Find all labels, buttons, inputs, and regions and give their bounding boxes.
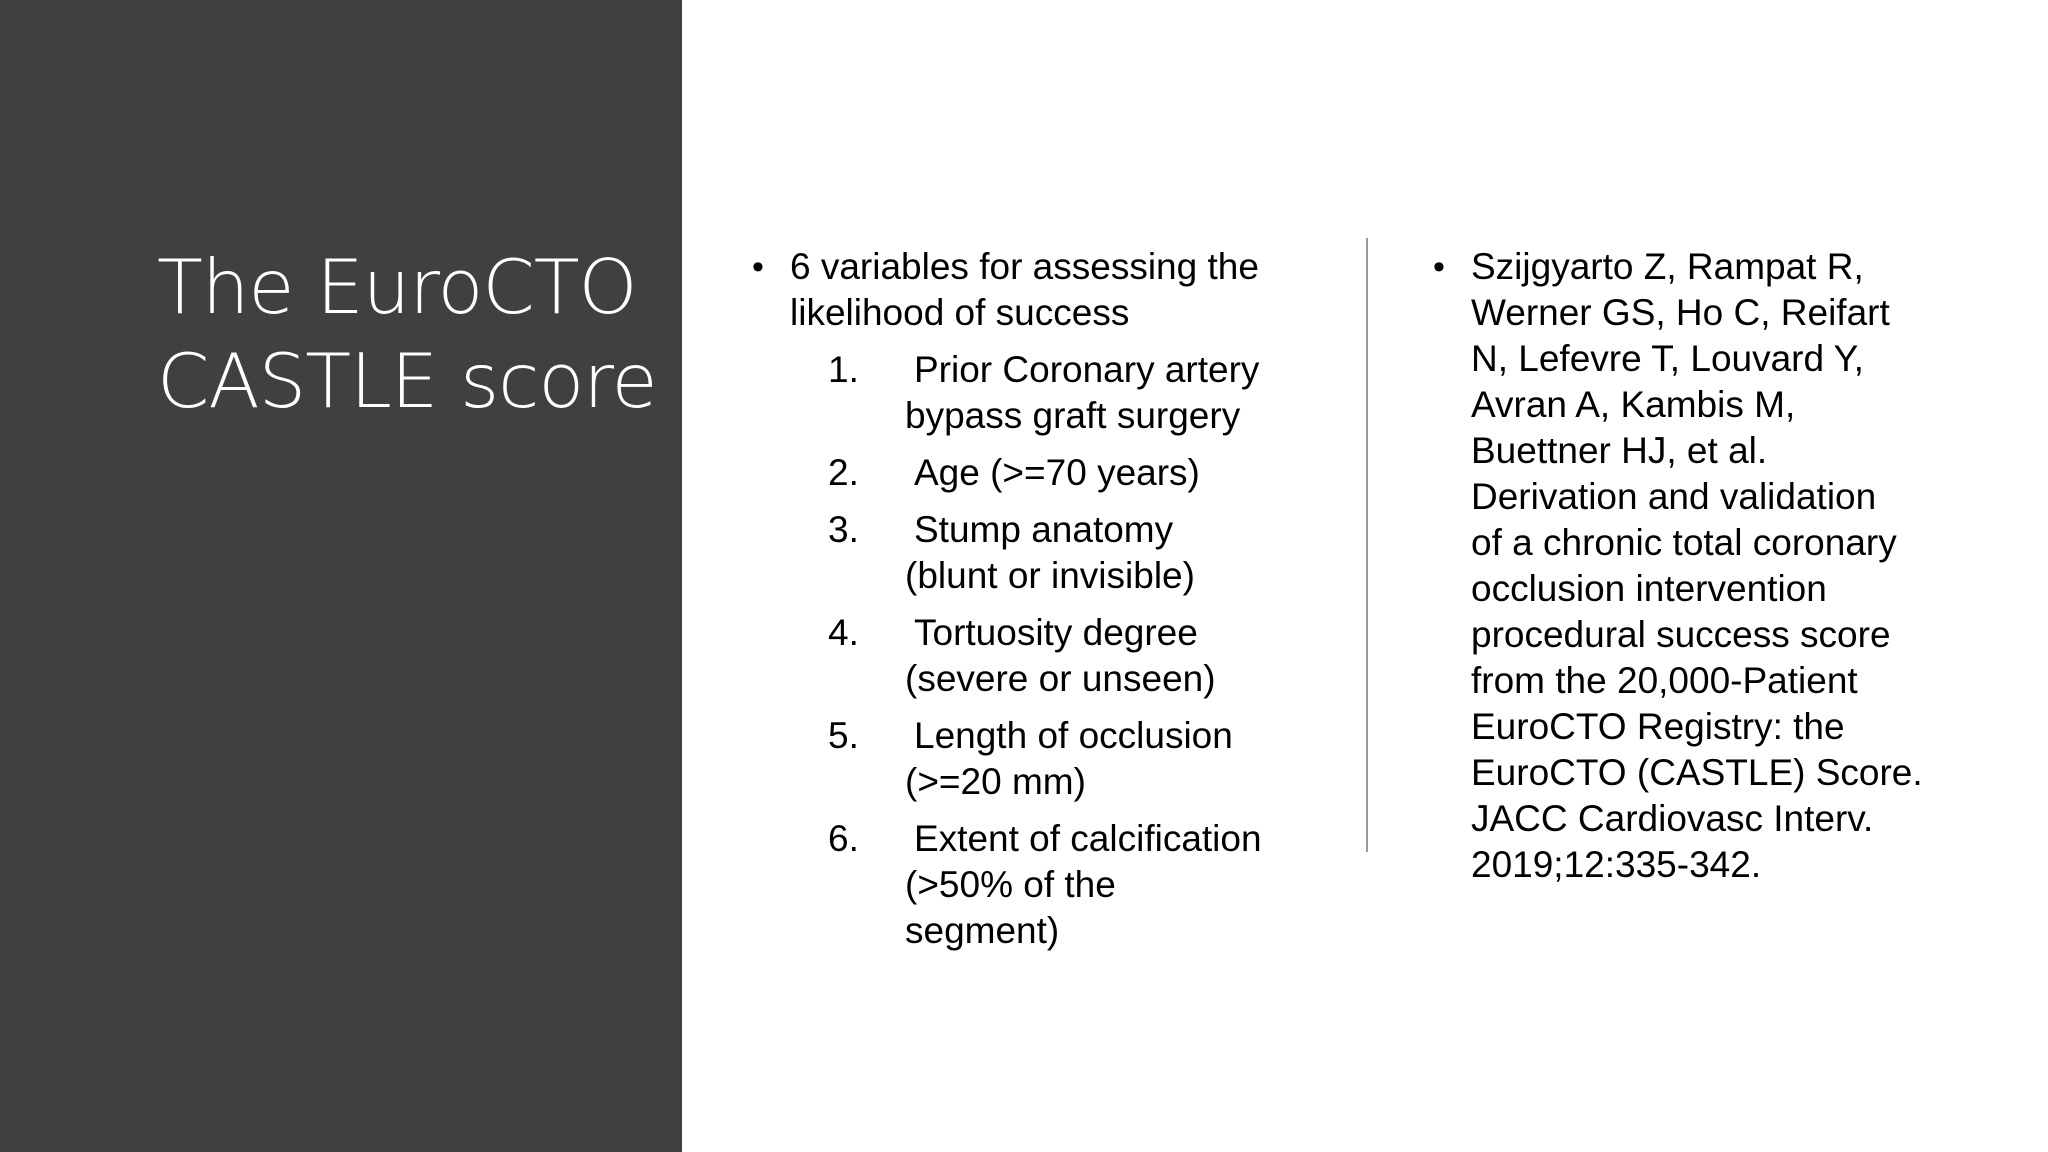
variables-bullet — [752, 244, 1312, 336]
list-item-line: (severe or unseen) — [905, 658, 1216, 699]
list-item-line: Prior Coronary artery — [914, 349, 1260, 390]
list-item-text — [905, 816, 1312, 954]
reference-line: of a chronic total coronary — [1471, 522, 1897, 563]
list-item-text — [905, 347, 1312, 439]
reference-line: JACC Cardiovasc Interv. — [1471, 798, 1874, 839]
list-item-line: (>50% of the — [905, 864, 1116, 905]
list-item-line: Age (>=70 years) — [914, 452, 1200, 493]
slide-title-line: The EuroCTO — [157, 243, 637, 331]
reference-line: 2019;12:335-342. — [1471, 844, 1762, 885]
title-panel — [0, 0, 682, 1152]
reference-line: Derivation and validation — [1471, 476, 1877, 517]
bullet-icon: • — [752, 248, 764, 286]
list-item — [752, 713, 1312, 805]
reference-line: Werner GS, Ho C, Reifart — [1471, 292, 1890, 333]
reference-line: N, Lefevre T, Louvard Y, — [1471, 338, 1864, 379]
list-item — [752, 450, 1312, 496]
list-item-line: (blunt or invisible) — [905, 555, 1195, 596]
reference-bullet — [1433, 244, 1973, 888]
bullet-text-line: likelihood of success — [790, 292, 1130, 333]
list-item-number: 5. — [828, 715, 859, 756]
reference-column — [1433, 244, 1973, 888]
reference-line: EuroCTO Registry: the — [1471, 706, 1845, 747]
list-item — [752, 507, 1312, 599]
variables-list — [752, 347, 1312, 954]
list-item-line: (>=20 mm) — [905, 761, 1086, 802]
list-item-text — [905, 713, 1312, 805]
reference-line: procedural success score — [1471, 614, 1891, 655]
bullet-text-line: 6 variables for assessing the — [790, 246, 1259, 287]
bullet-icon: • — [1433, 248, 1445, 286]
list-item-line: bypass graft surgery — [905, 395, 1241, 436]
reference-line: Avran A, Kambis M, — [1471, 384, 1796, 425]
list-item-number: 2. — [828, 452, 859, 493]
list-item-text — [905, 610, 1312, 702]
slide-title-line: CASTLE score — [157, 337, 657, 425]
bullet-text — [790, 244, 1312, 336]
reference-text — [1471, 244, 1973, 888]
reference-line: occlusion intervention — [1471, 568, 1827, 609]
list-item-text — [905, 507, 1312, 599]
reference-line: EuroCTO (CASTLE) Score. — [1471, 752, 1923, 793]
list-item-line: Length of occlusion — [914, 715, 1233, 756]
list-item-number: 3. — [828, 509, 859, 550]
reference-line: Szijgyarto Z, Rampat R, — [1471, 246, 1864, 287]
list-item-text — [905, 450, 1312, 496]
list-item-line: Extent of calcification — [914, 818, 1262, 859]
list-item-line: segment) — [905, 910, 1060, 951]
list-item-number: 1. — [828, 349, 859, 390]
list-item-line: Stump anatomy — [914, 509, 1174, 550]
list-item-line: Tortuosity degree — [914, 612, 1198, 653]
list-item — [752, 816, 1312, 954]
reference-line: from the 20,000-Patient — [1471, 660, 1858, 701]
list-item — [752, 610, 1312, 702]
list-item-number: 4. — [828, 612, 859, 653]
variables-column — [752, 244, 1312, 965]
reference-line: Buettner HJ, et al. — [1471, 430, 1768, 471]
list-item — [752, 347, 1312, 439]
list-item-number: 6. — [828, 818, 859, 859]
column-divider — [1366, 238, 1368, 852]
slide-title — [157, 240, 657, 428]
